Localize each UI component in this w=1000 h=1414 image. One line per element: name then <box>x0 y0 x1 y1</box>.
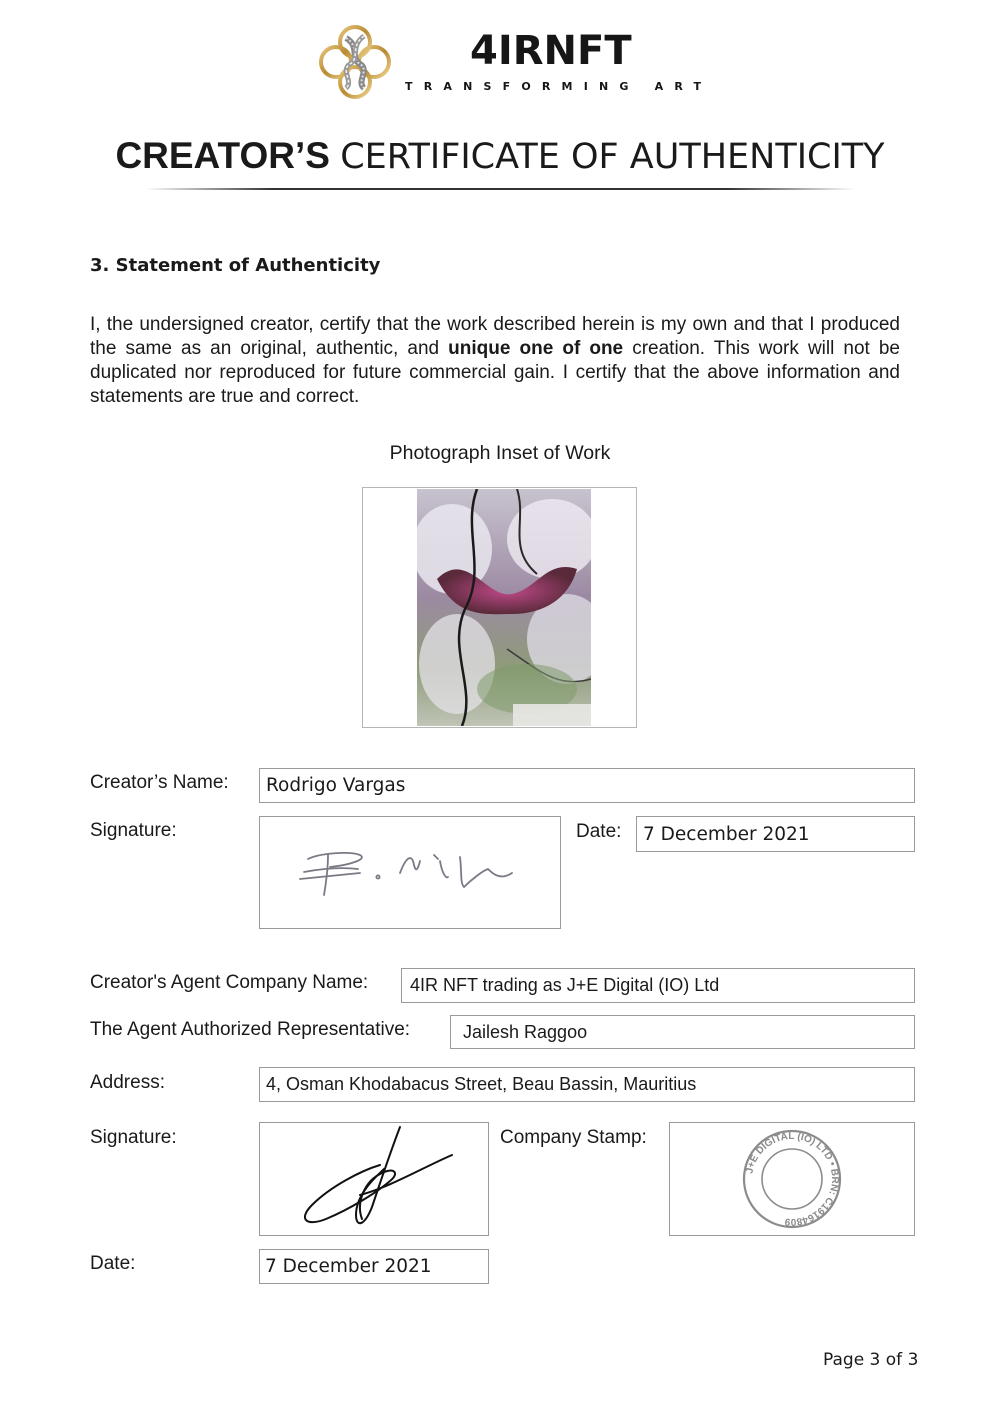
photo-caption: Photograph Inset of Work <box>389 442 611 464</box>
photo-frame <box>362 487 637 728</box>
statement-part2: creation. This work will not be duplicated nor reproduced for future commercial gain. I certify that the above information and statements are true and correct. <box>90 338 901 407</box>
address-label: Address: <box>90 1072 165 1093</box>
address-field[interactable] <box>259 1067 915 1102</box>
brand-logo-icon <box>316 24 394 100</box>
title-bold: CREATOR’S <box>115 135 330 176</box>
creator-name-value: Rodrigo Vargas <box>266 775 406 796</box>
stamp-label: Company Stamp: <box>500 1127 647 1148</box>
artwork-image <box>417 489 591 726</box>
brand-tagline: TRANSFORMING ART <box>405 80 713 93</box>
creator-signature-label: Signature: <box>90 820 177 841</box>
statement-part1: I, the undersigned creator, certify that the work described herein is my own and that I produced the same as an original, authentic, and <box>90 314 900 359</box>
statement-paragraph <box>90 313 900 409</box>
agent-signature-image <box>260 1123 488 1235</box>
creator-date-field[interactable] <box>636 816 915 852</box>
stamp-text: J+E DIGITAL (IO) LTD • BRN: C19164809 <box>744 1130 841 1228</box>
brand-name: 4IRNFT <box>470 28 632 74</box>
creator-date-value: 7 December 2021 <box>643 823 810 845</box>
creator-signature-image <box>260 817 560 928</box>
statement-bold: unique one of one <box>448 338 624 359</box>
agent-company-field[interactable] <box>401 968 915 1003</box>
agent-company-label: Creator's Agent Company Name: <box>90 972 369 993</box>
company-stamp-image <box>670 1123 914 1235</box>
creator-name-label: Creator’s Name: <box>90 772 229 793</box>
address-value: 4, Osman Khodabacus Street, Beau Bassin, Mauritius <box>266 1074 697 1094</box>
agent-rep-field[interactable] <box>450 1015 915 1049</box>
page-title <box>0 134 1000 179</box>
company-stamp-box <box>669 1122 915 1236</box>
agent-signature-label: Signature: <box>90 1127 177 1148</box>
page-number: Page 3 of 3 <box>823 1350 919 1370</box>
agent-company-value: 4IR NFT trading as J+E Digital (IO) Ltd <box>410 975 720 995</box>
creator-date-label: Date: <box>576 821 622 842</box>
agent-rep-label: The Agent Authorized Representative: <box>90 1019 411 1040</box>
creator-signature-box[interactable] <box>259 816 561 929</box>
title-rest: CERTIFICATE OF AUTHENTICITY <box>340 137 885 177</box>
agent-date-field[interactable] <box>259 1249 489 1284</box>
creator-name-field[interactable] <box>259 768 915 803</box>
title-divider <box>145 188 855 190</box>
section-heading: 3. Statement of Authenticity <box>90 255 381 276</box>
agent-date-value: 7 December 2021 <box>265 1256 432 1277</box>
agent-signature-box[interactable] <box>259 1122 489 1236</box>
agent-rep-value: Jailesh Raggoo <box>463 1021 588 1042</box>
agent-date-label: Date: <box>90 1253 136 1274</box>
